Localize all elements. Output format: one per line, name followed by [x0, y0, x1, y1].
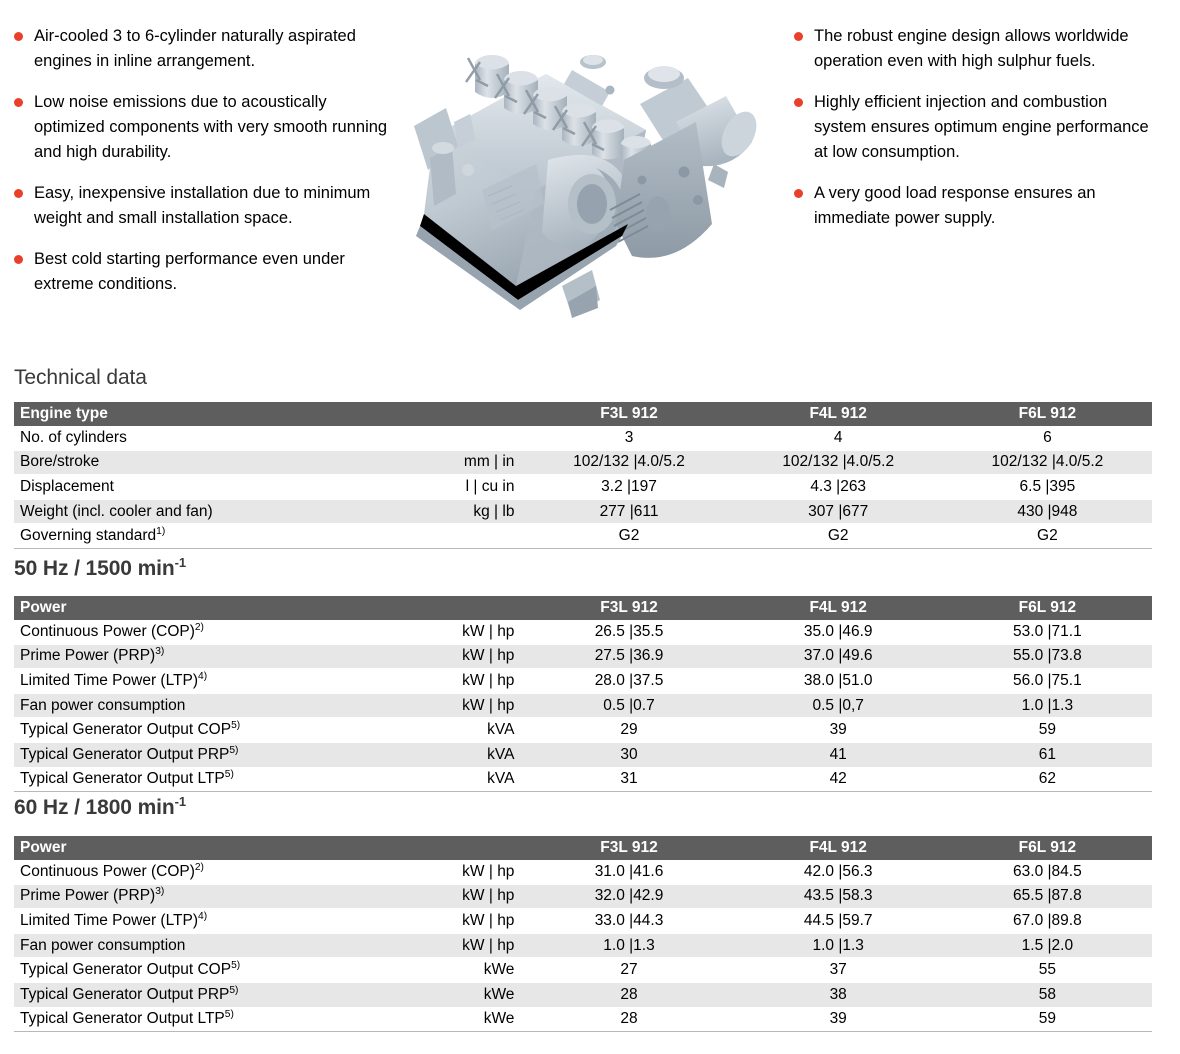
- row-unit: kW | hp: [444, 884, 524, 909]
- technical-data-table: [14, 402, 1152, 549]
- row-value-engine-2: 42: [734, 767, 943, 792]
- row-value-engine-2: 4.3 |263: [734, 475, 943, 500]
- row-value-engine-3: 6: [943, 426, 1152, 450]
- bullet-dot-icon: [14, 189, 23, 198]
- row-unit: kW | hp: [444, 909, 524, 934]
- row-value-engine-2: 44.5 |59.7: [734, 909, 943, 934]
- row-value-engine-1: 30: [524, 742, 733, 767]
- table-row: [14, 933, 1152, 958]
- row-value-engine-1: 33.0 |44.3: [524, 909, 733, 934]
- bullet-dot-icon: [794, 32, 803, 41]
- footnote-marker: 5): [231, 960, 241, 972]
- row-unit: kW | hp: [444, 860, 524, 884]
- column-header-engine-1: F3L 912: [524, 402, 733, 426]
- engine-illustration: [396, 18, 778, 318]
- row-label: [14, 644, 444, 669]
- table-header-60hz: [14, 836, 1152, 860]
- row-value-engine-1: 26.5 |35.5: [524, 620, 733, 644]
- row-label-text: Weight (incl. cooler and fan): [20, 502, 213, 520]
- row-label: [14, 742, 444, 767]
- row-value-engine-3: 430 |948: [943, 499, 1152, 524]
- heading-60hz-text: 60 Hz / 1800 min: [14, 796, 175, 819]
- column-header-label: Power: [14, 836, 444, 860]
- feature-bullet-text: A very good load response ensures an immediate power supply.: [814, 184, 1096, 227]
- table-row: [14, 524, 1152, 549]
- row-unit: mm | in: [444, 450, 524, 475]
- footnote-marker: 2): [194, 621, 204, 633]
- feature-bullet-right-2: [794, 90, 1156, 165]
- footnote-marker: 2): [194, 861, 204, 873]
- row-value-engine-2: 39: [734, 1007, 943, 1032]
- row-value-engine-3: 59: [943, 718, 1152, 743]
- row-label-text: Typical Generator Output LTP: [20, 770, 225, 788]
- column-header-engine-3: F6L 912: [943, 402, 1152, 426]
- row-value-engine-1: 27.5 |36.9: [524, 644, 733, 669]
- row-value-engine-3: 59: [943, 1007, 1152, 1032]
- row-value-engine-2: 43.5 |58.3: [734, 884, 943, 909]
- row-label: [14, 933, 444, 958]
- table-row: [14, 742, 1152, 767]
- footnote-marker: 3): [155, 886, 165, 898]
- feature-list-right: [794, 24, 1156, 231]
- table-row: [14, 982, 1152, 1007]
- footnote-marker: 5): [224, 1009, 234, 1021]
- row-unit: kVA: [444, 742, 524, 767]
- row-value-engine-3: 65.5 |87.8: [943, 884, 1152, 909]
- row-label: [14, 499, 444, 524]
- row-value-engine-1: 27: [524, 958, 733, 983]
- row-value-engine-1: 1.0 |1.3: [524, 933, 733, 958]
- table-body-50hz: [14, 620, 1152, 792]
- feature-bullet-text: Best cold starting performance even under extreme conditions.: [34, 250, 345, 293]
- row-value-engine-3: 102/132 |4.0/5.2: [943, 450, 1152, 475]
- bullet-dot-icon: [14, 32, 23, 41]
- bullet-dot-icon: [794, 98, 803, 107]
- bullet-dot-icon: [794, 189, 803, 198]
- row-label: [14, 958, 444, 983]
- row-value-engine-3: 63.0 |84.5: [943, 860, 1152, 884]
- row-value-engine-1: 277 |611: [524, 499, 733, 524]
- feature-bullet-right-1: [794, 24, 1156, 74]
- row-value-engine-1: 3: [524, 426, 733, 450]
- row-label: [14, 1007, 444, 1032]
- row-label-text: Typical Generator Output PRP: [20, 745, 230, 763]
- column-header-engine-1: F3L 912: [524, 596, 733, 620]
- row-label-text: Governing standard: [20, 527, 157, 545]
- row-value-engine-2: 38.0 |51.0: [734, 669, 943, 694]
- table-row: [14, 669, 1152, 694]
- column-header-engine-2: F4L 912: [734, 836, 943, 860]
- footnote-marker: 5): [229, 984, 239, 996]
- row-value-engine-2: 35.0 |46.9: [734, 620, 943, 644]
- column-header-unit: [444, 596, 524, 620]
- table-header-row: [14, 402, 1152, 426]
- column-header-engine-3: F6L 912: [943, 836, 1152, 860]
- row-value-engine-1: 0.5 |0.7: [524, 693, 733, 718]
- row-value-engine-2: 37.0 |49.6: [734, 644, 943, 669]
- feature-bullet-left-3: [14, 181, 390, 231]
- row-unit: kW | hp: [444, 620, 524, 644]
- feature-highlights: [0, 0, 1180, 345]
- row-unit: kW | hp: [444, 669, 524, 694]
- table-row: [14, 909, 1152, 934]
- table-row: [14, 620, 1152, 644]
- row-value-engine-2: 41: [734, 742, 943, 767]
- footnote-marker: 5): [229, 744, 239, 756]
- row-unit: kW | hp: [444, 693, 524, 718]
- row-value-engine-3: 6.5 |395: [943, 475, 1152, 500]
- bullet-dot-icon: [14, 255, 23, 264]
- row-label: [14, 693, 444, 718]
- row-label: [14, 426, 444, 450]
- table-header-row: [14, 836, 1152, 860]
- table-header-technical: [14, 402, 1152, 426]
- row-value-engine-1: 102/132 |4.0/5.2: [524, 450, 733, 475]
- row-label-text: Limited Time Power (LTP): [20, 671, 199, 689]
- power-table-50hz: [14, 596, 1152, 792]
- column-header-label: Engine type: [14, 402, 444, 426]
- row-value-engine-1: 3.2 |197: [524, 475, 733, 500]
- feature-bullet-text: Easy, inexpensive installation due to minimum weight and small installation space.: [34, 184, 371, 227]
- row-value-engine-2: 4: [734, 426, 943, 450]
- row-label-text: Fan power consumption: [20, 936, 186, 954]
- footnote-marker: 1): [156, 526, 166, 538]
- row-unit: [444, 426, 524, 450]
- row-value-engine-3: 56.0 |75.1: [943, 669, 1152, 694]
- row-value-engine-3: 55.0 |73.8: [943, 644, 1152, 669]
- table-row: [14, 1007, 1152, 1032]
- row-label: [14, 860, 444, 884]
- row-label-text: Prime Power (PRP): [20, 647, 156, 665]
- table-row: [14, 426, 1152, 450]
- row-label-text: Typical Generator Output COP: [20, 961, 232, 979]
- column-header-engine-3: F6L 912: [943, 596, 1152, 620]
- table-row: [14, 499, 1152, 524]
- row-unit: kWe: [444, 958, 524, 983]
- feature-bullet-text: Low noise emissions due to acoustically optimized components with very smooth running and high durability.: [34, 93, 388, 161]
- row-label: [14, 767, 444, 792]
- row-label: [14, 982, 444, 1007]
- row-value-engine-1: 31.0 |41.6: [524, 860, 733, 884]
- table-row: [14, 860, 1152, 884]
- row-label-text: Typical Generator Output LTP: [20, 1010, 225, 1028]
- row-value-engine-1: 28.0 |37.5: [524, 669, 733, 694]
- section-heading-50hz: [14, 557, 186, 581]
- row-unit: kWe: [444, 982, 524, 1007]
- section-heading-60hz: [14, 796, 186, 820]
- row-label-text: Continuous Power (COP): [20, 622, 195, 640]
- feature-bullet-text: The robust engine design allows worldwide operation even with high sulphur fuels.: [814, 27, 1129, 70]
- row-value-engine-1: 29: [524, 718, 733, 743]
- column-header-engine-2: F4L 912: [734, 596, 943, 620]
- heading-50hz-text: 50 Hz / 1500 min: [14, 557, 175, 580]
- table-row: [14, 767, 1152, 792]
- row-label: [14, 524, 444, 549]
- column-header-engine-2: F4L 912: [734, 402, 943, 426]
- row-value-engine-3: 55: [943, 958, 1152, 983]
- row-label-text: Fan power consumption: [20, 696, 186, 714]
- table-row: [14, 718, 1152, 743]
- power-table-60hz: [14, 836, 1152, 1032]
- footnote-marker: 4): [198, 910, 208, 922]
- row-label: [14, 884, 444, 909]
- footnote-marker: 5): [231, 720, 241, 732]
- row-value-engine-2: G2: [734, 524, 943, 549]
- page-title-technical-data: Technical data: [14, 366, 147, 389]
- footnote-marker: 5): [224, 769, 234, 781]
- row-value-engine-1: 28: [524, 982, 733, 1007]
- row-value-engine-3: 58: [943, 982, 1152, 1007]
- feature-bullet-left-2: [14, 90, 390, 165]
- row-value-engine-3: 61: [943, 742, 1152, 767]
- table-row: [14, 475, 1152, 500]
- row-label-text: Limited Time Power (LTP): [20, 911, 199, 929]
- heading-60hz-superscript: -1: [174, 794, 187, 809]
- row-label: [14, 669, 444, 694]
- row-label-text: Prime Power (PRP): [20, 887, 156, 905]
- row-label-text: No. of cylinders: [20, 428, 127, 446]
- table-row: [14, 450, 1152, 475]
- row-label: [14, 909, 444, 934]
- row-unit: kW | hp: [444, 933, 524, 958]
- row-unit: kVA: [444, 767, 524, 792]
- row-value-engine-1: 31: [524, 767, 733, 792]
- row-label: [14, 718, 444, 743]
- row-value-engine-1: 32.0 |42.9: [524, 884, 733, 909]
- table-header-50hz: [14, 596, 1152, 620]
- row-value-engine-2: 39: [734, 718, 943, 743]
- row-value-engine-2: 102/132 |4.0/5.2: [734, 450, 943, 475]
- row-value-engine-2: 0.5 |0,7: [734, 693, 943, 718]
- row-label: [14, 475, 444, 500]
- engine-product-image: [396, 18, 778, 318]
- footnote-marker: 4): [198, 670, 208, 682]
- row-value-engine-3: 62: [943, 767, 1152, 792]
- row-value-engine-3: 53.0 |71.1: [943, 620, 1152, 644]
- row-label-text: Bore/stroke: [20, 453, 100, 471]
- row-label-text: Continuous Power (COP): [20, 862, 195, 880]
- table-body-60hz: [14, 860, 1152, 1032]
- heading-50hz-superscript: -1: [174, 555, 187, 570]
- row-label: [14, 450, 444, 475]
- row-unit: [444, 524, 524, 549]
- column-header-engine-1: F3L 912: [524, 836, 733, 860]
- table-row: [14, 958, 1152, 983]
- column-header-unit: [444, 402, 524, 426]
- footnote-marker: 3): [155, 646, 165, 658]
- row-value-engine-2: 307 |677: [734, 499, 943, 524]
- row-unit: kVA: [444, 718, 524, 743]
- feature-bullet-text: Highly efficient injection and combustion system ensures optimum engine performance at low consumption.: [814, 93, 1149, 161]
- row-label-text: Typical Generator Output COP: [20, 721, 232, 739]
- row-value-engine-3: 1.0 |1.3: [943, 693, 1152, 718]
- row-label: [14, 620, 444, 644]
- row-unit: kWe: [444, 1007, 524, 1032]
- table-row: [14, 644, 1152, 669]
- table-row: [14, 884, 1152, 909]
- row-label-text: Typical Generator Output PRP: [20, 985, 230, 1003]
- row-value-engine-2: 42.0 |56.3: [734, 860, 943, 884]
- feature-bullet-text: Air-cooled 3 to 6-cylinder naturally aspirated engines in inline arrangement.: [34, 27, 356, 70]
- column-header-unit: [444, 836, 524, 860]
- feature-bullet-left-1: [14, 24, 390, 74]
- table-row: [14, 693, 1152, 718]
- row-value-engine-1: G2: [524, 524, 733, 549]
- feature-bullet-left-4: [14, 247, 390, 297]
- row-unit: kW | hp: [444, 644, 524, 669]
- row-value-engine-1: 28: [524, 1007, 733, 1032]
- feature-bullet-right-3: [794, 181, 1156, 231]
- row-value-engine-2: 37: [734, 958, 943, 983]
- row-unit: l | cu in: [444, 475, 524, 500]
- row-value-engine-2: 1.0 |1.3: [734, 933, 943, 958]
- row-label-text: Displacement: [20, 477, 114, 495]
- row-value-engine-3: 67.0 |89.8: [943, 909, 1152, 934]
- row-value-engine-3: G2: [943, 524, 1152, 549]
- table-header-row: [14, 596, 1152, 620]
- column-header-label: Power: [14, 596, 444, 620]
- row-value-engine-2: 38: [734, 982, 943, 1007]
- bullet-dot-icon: [14, 98, 23, 107]
- feature-list-left: [14, 24, 390, 297]
- row-unit: kg | lb: [444, 499, 524, 524]
- table-body-technical: [14, 426, 1152, 548]
- row-value-engine-3: 1.5 |2.0: [943, 933, 1152, 958]
